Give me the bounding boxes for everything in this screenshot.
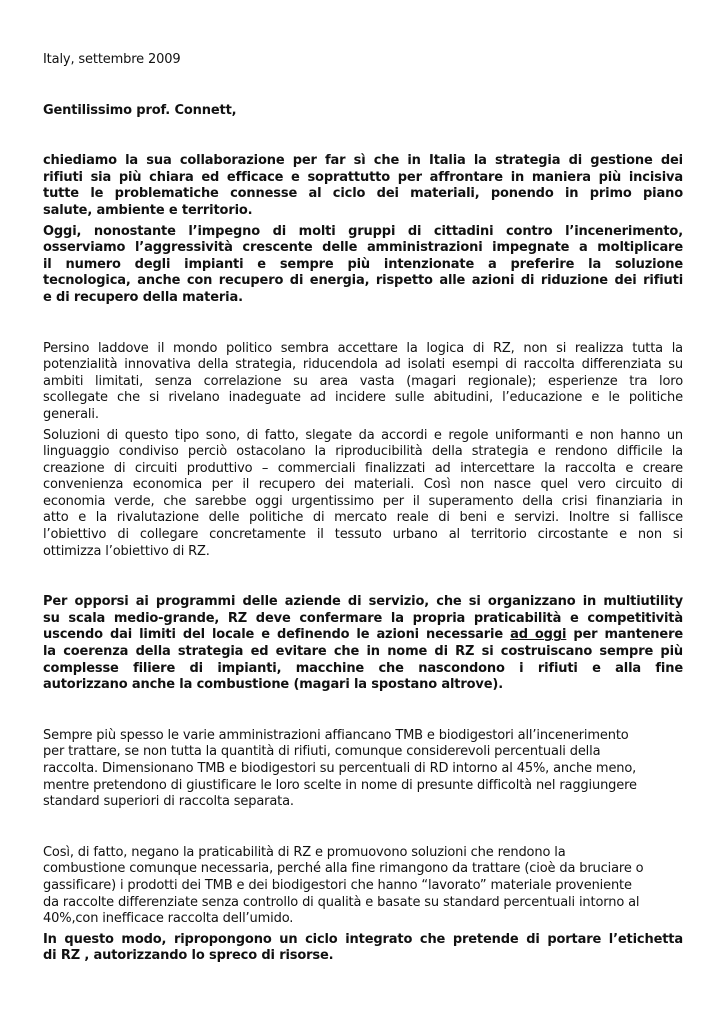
letter-page <box>43 52 683 965</box>
paragraph-administrations <box>43 728 683 811</box>
text-line: ottimizza l’obiettivo di RZ. <box>43 543 210 559</box>
text-line: per trattare, se non tutta la quantità di rifiuti, comunque considerevoli percentuali della <box>43 744 601 760</box>
text-line: standard superiori di raccolta separata. <box>43 794 294 810</box>
text-line: gassificare) i prodotti dei TMB e dei biodigestori che hanno “lavorato” materiale proveniente <box>43 877 632 893</box>
text-line: linguaggio condiviso perciò ostacolano la riproducibilità della strategia e rendono difficile la <box>43 444 683 460</box>
paragraph-deny <box>43 845 683 928</box>
text-line: Così, di fatto, negano la praticabilità di RZ e promuovono soluzioni che rendono la <box>43 844 566 860</box>
underlined-text: ad oggi <box>510 627 567 643</box>
text-line: su scala medio-grande, RZ deve confermare la propria praticabilità e competitività <box>43 610 683 626</box>
text-segment: per mantenere <box>566 627 683 643</box>
text-line: raccolta. Dimensionano TMB e biodigestori su percentuali di RD intorno al 45%, anche meno, <box>43 761 637 776</box>
salutation: Gentilissimo prof. Connett, <box>43 102 237 118</box>
text-line: generali. <box>43 406 99 422</box>
paragraph-conclusion <box>43 932 683 965</box>
text-line: l’obiettivo di collegare concretamente il tessuto urbano al territorio circostante e non si <box>43 527 683 543</box>
text-line: Soluzioni di questo tipo sono, di fatto, slegate da accordi e regole uniformanti e non hanno un <box>43 427 683 443</box>
text-line: scollegate che si rivelano inadeguate ad incidere sulle abitudini, l’educazione e le politiche <box>43 390 683 406</box>
text-line: convenienza economica per il recupero dei materiali. Così non nasce quel vero circuito di <box>43 477 683 493</box>
text-line: tutte le problematiche connesse al ciclo dei materiali, ponendo in primo piano <box>43 186 683 202</box>
text-line <box>43 627 683 644</box>
text-line: In questo modo, ripropongono un ciclo integrato che pretende di portare l’etichetta <box>43 931 683 947</box>
paragraph-request <box>43 153 683 219</box>
text-line: ambiti limitati, senza correlazione su area vasta (magari regionale); esperienze tra loro <box>43 373 683 389</box>
date-line: Italy, settembre 2009 <box>43 52 181 67</box>
text-line: salute, ambiente e territorio. <box>43 202 253 218</box>
text-line: osserviamo l’aggressività crescente delle amministrazioni impegnate a moltiplicare <box>43 240 683 256</box>
paragraph-political <box>43 341 683 424</box>
text-line: atto e la rivalutazione delle politiche di mercato reale di beni e servizi. Inoltre si fallisce <box>43 510 683 526</box>
paragraph-oppose <box>43 594 683 694</box>
text-line: economia verde, che sarebbe oggi urgentissimo per il superamento della crisi finanziaria in <box>43 493 683 509</box>
text-line: Per opporsi ai programmi delle aziende di servizio, che si organizzano in multiutility <box>43 594 683 610</box>
text-line: di RZ , autorizzando lo spreco di risorse. <box>43 948 334 964</box>
text-line: chiediamo la sua collaborazione per far sì che in Italia la strategia di gestione dei <box>43 153 683 169</box>
text-line: mentre pretendono di giustificare le loro scelte in nome di presunte difficoltà nel raggiungere <box>43 777 637 793</box>
text-line: la coerenza della strategia ed evitare che in nome di RZ si costruiscano sempre più <box>43 644 683 660</box>
text-line: tecnologica, anche con recupero di energia, rispetto alle azioni di riduzione dei rifiuti <box>43 273 683 289</box>
text-line: complesse filiere di impianti, macchine che nascondono i rifiuti e alla fine <box>43 660 683 676</box>
text-segment: uscendo dai limiti del locale e definendo le azioni necessarie <box>43 627 511 643</box>
text-line: potenzialità innovativa della strategia, riducendola ad isolati esempi di raccolta differenziata su <box>43 357 683 373</box>
paragraph-solutions <box>43 428 683 561</box>
text-line: combustione comunque necessaria, perché alla fine rimangono da trattare (cioè da bruciare o <box>43 861 644 877</box>
text-line: Oggi, nonostante l’impegno di molti gruppi di cittadini contro l’incenerimento, <box>43 223 683 239</box>
text-line: il numero degli impianti e sempre più intenzionate a preferire la soluzione <box>43 256 683 272</box>
text-line: da raccolte differenziate senza controllo di qualità e basate su standard percentuali intorno al <box>43 894 640 910</box>
text-line: creazione di circuiti produttivo – commerciali finalizzati ad intercettare la raccolta e creare <box>43 460 683 476</box>
text-line: 40%,con inefficace raccolta dell’umido. <box>43 911 294 927</box>
text-line: autorizzano anche la combustione (magari la spostano altrove). <box>43 677 503 693</box>
text-line: Persino laddove il mondo politico sembra accettare la logica di RZ, non si realizza tutta la <box>43 340 683 356</box>
text-line: Sempre più spesso le varie amministrazioni affiancano TMB e biodigestori all’incenerimento <box>43 727 629 743</box>
text-line: rifiuti sia più chiara ed efficace e soprattutto per affrontare in maniera più incisiva <box>43 169 683 185</box>
text-line: e di recupero della materia. <box>43 289 243 305</box>
paragraph-today <box>43 224 683 307</box>
